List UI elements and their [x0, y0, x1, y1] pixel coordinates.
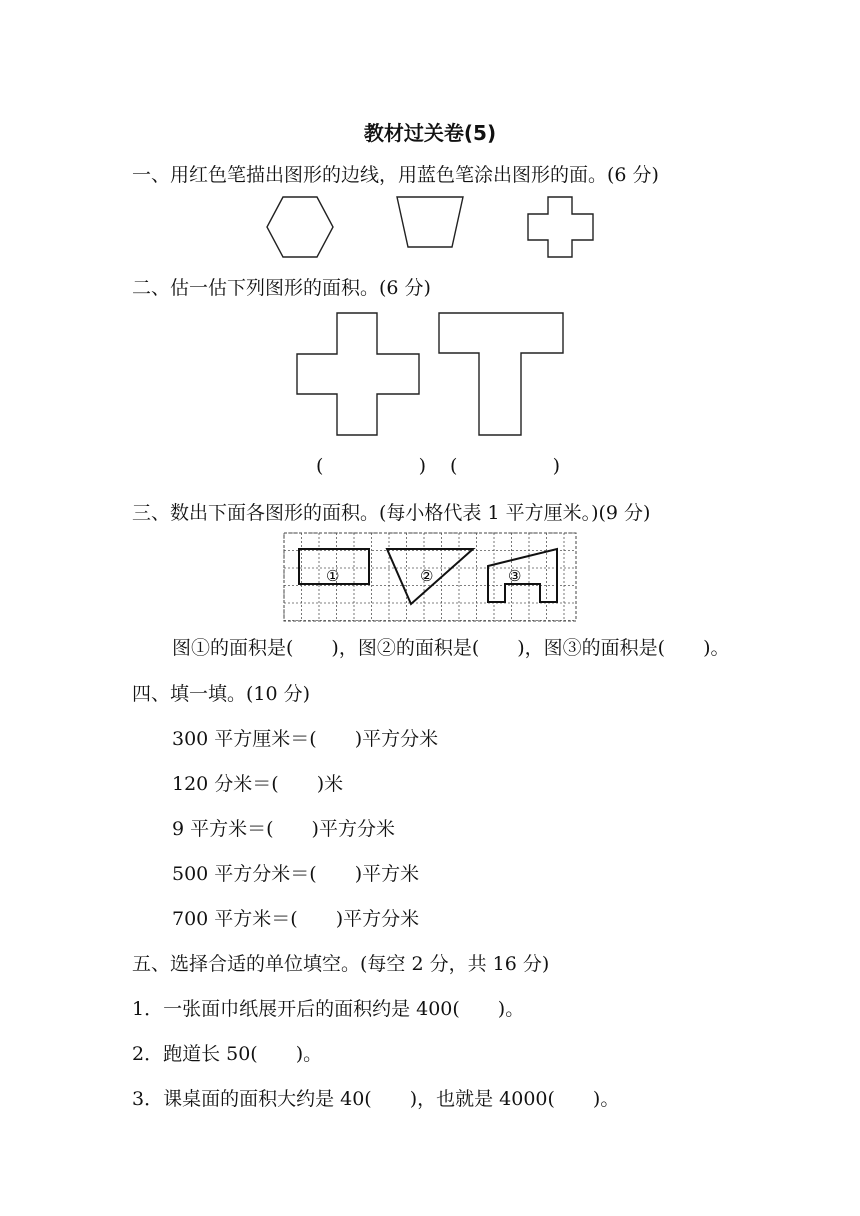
- figure-label-2: ②: [420, 567, 434, 585]
- answer-paren-2: ( ): [450, 455, 560, 477]
- hexagon-icon: [266, 196, 334, 258]
- large-cross-figure: [296, 312, 420, 436]
- fill-item-1: 300 平方厘米＝( )平方分米: [172, 728, 439, 750]
- fill-item-5: 700 平方米＝( )平方分米: [172, 908, 420, 930]
- unit-item-3: 3．课桌面的面积大约是 40( )，也就是 4000( )。: [132, 1088, 620, 1110]
- trapezoid-icon: [396, 196, 464, 248]
- unit-item-1: 1．一张面巾纸展开后的面积约是 400( )。: [132, 998, 525, 1020]
- section-4-heading: 四、填一填。(10 分): [132, 683, 311, 705]
- page-title: 教材过关卷(5): [363, 121, 497, 145]
- fill-item-4: 500 平方分米＝( )平方米: [172, 863, 420, 885]
- answer-paren-1: ( ): [316, 455, 426, 477]
- figure-label-3: ③: [508, 567, 522, 585]
- fill-item-2: 120 分米＝( )米: [172, 773, 344, 795]
- cross-icon: [527, 196, 595, 258]
- section-2-heading: 二、估一估下列图形的面积。(6 分): [132, 277, 431, 299]
- section-1-heading: 一、用红色笔描出图形的边线，用蓝色笔涂出图形的面。(6 分): [132, 164, 659, 186]
- grid-figure: [283, 532, 577, 622]
- unit-item-2: 2．跑道长 50( )。: [132, 1043, 323, 1065]
- section-5-heading: 五、选择合适的单位填空。(每空 2 分，共 16 分): [132, 953, 550, 975]
- figure-label-1: ①: [326, 567, 340, 585]
- section-3-heading: 三、数出下面各图形的面积。(每小格代表 1 平方厘米。)(9 分): [132, 502, 651, 524]
- section-3-answer-line: 图①的面积是( )，图②的面积是( )，图③的面积是( )。: [172, 637, 730, 659]
- fill-item-3: 9 平方米＝( )平方分米: [172, 818, 395, 840]
- t-shape-figure: [438, 312, 564, 436]
